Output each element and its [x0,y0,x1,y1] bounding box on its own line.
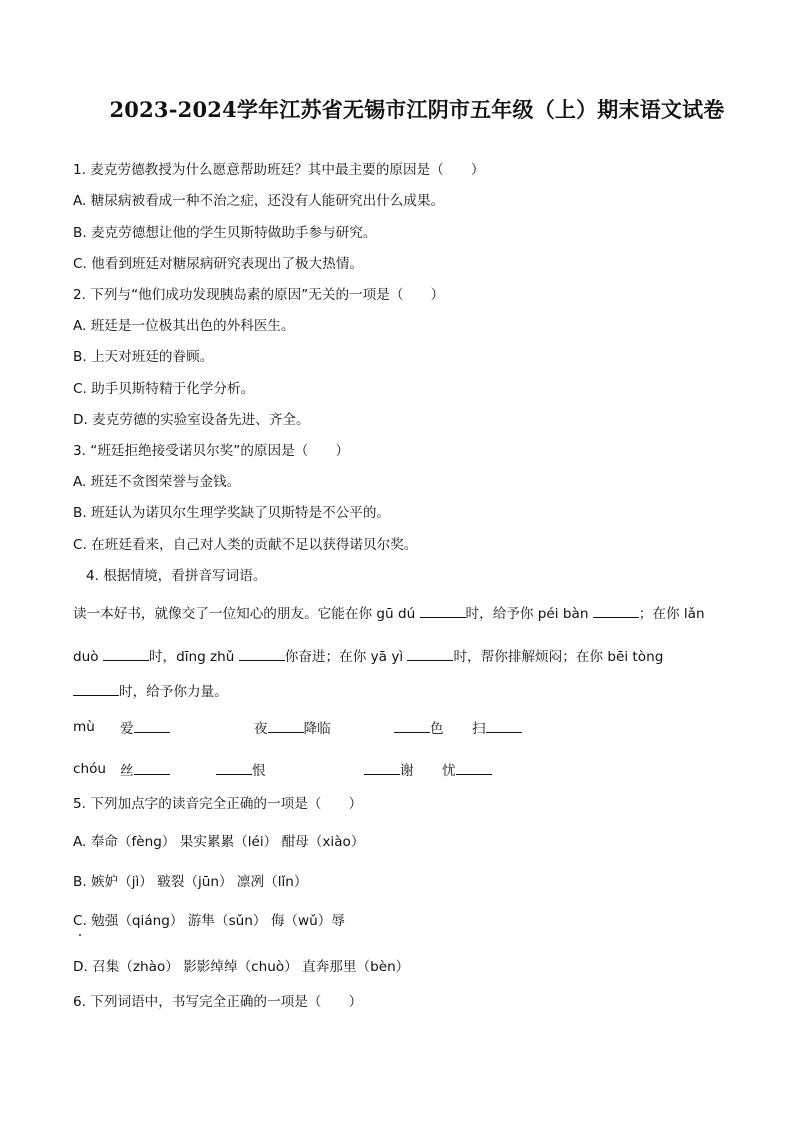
answer-blank[interactable] [239,646,285,661]
answer-blank[interactable] [394,718,430,733]
question-2-option-b: B. 上天对班廷的眷顾。 [73,349,214,365]
word-char: 降临 [303,721,331,737]
q4-text: 读一本好书，就像交了一位知心的朋友。它能在你 gū dú [73,606,420,622]
question-4-stem: 4. 根据情境，看拼音写词语。 [86,568,267,584]
question-3-option-c: C. 在班廷看来，自己对人类的贡献不足以获得诺贝尔奖。 [73,537,418,553]
answer-blank[interactable] [364,760,400,775]
answer-blank[interactable] [73,681,119,696]
word-fill-item [364,760,414,780]
word-fill-item [120,760,170,780]
q4-text: 时，给予你 péi bàn [465,606,593,622]
question-2-option-a: A. 班廷是一位极其出色的外科医生。 [73,318,295,334]
answer-blank[interactable] [593,603,639,618]
q4-text: 你奋进；在你 yā yì [284,649,408,665]
question-2-option-d: D. 麦克劳德的实验室设备先进、齐全。 [73,412,310,428]
answer-blank[interactable] [456,760,492,775]
word-fill-item [216,760,266,780]
q4-text: 时，dīng zhǔ [148,649,239,665]
question-3-option-b: B. 班廷认为诺贝尔生理学奖缺了贝斯特是不公平的。 [73,505,391,521]
word-char: 丝 [120,763,134,779]
answer-blank[interactable] [103,646,149,661]
q4-paragraph-line-3 [73,681,228,701]
question-1-option-a: A. 糖尿病被看成一种不治之症，还没有人能研究出什么成果。 [73,193,445,209]
question-2-option-c: C. 助手贝斯特精于化学分析。 [73,381,255,397]
word-char: 爱 [120,721,134,737]
answer-blank[interactable] [134,760,170,775]
exam-title: 2023-2024学年江苏省无锡市江阴市五年级（上）期末语文试卷 [109,97,725,122]
question-5-option-b: B. 嫉妒（jì） 皲裂（jūn） 凛冽（lǐn） [73,874,308,890]
question-6-stem: 6. 下列词语中，书写完全正确的一项是（ ） [73,994,363,1010]
word-fill-item [394,718,444,738]
pinyin-label: mù [73,719,95,735]
answer-blank[interactable] [420,603,466,618]
question-2-stem: 2. 下列与“他们成功发现胰岛素的原因”无关的一项是（ ） [73,287,445,303]
question-1-option-c: C. 他看到班廷对糖尿病研究表现出了极大热情。 [73,256,364,272]
answer-blank[interactable] [486,718,522,733]
question-3-option-a: A. 班廷不贪图荣誉与金钱。 [73,474,241,490]
question-1-stem: 1. 麦克劳德教授为什么愿意帮助班廷？其中最主要的原因是（ ） [73,162,485,178]
word-char: 色 [430,721,444,737]
word-char: 恨 [252,763,266,779]
word-char: 忧 [442,763,456,779]
answer-blank[interactable] [216,760,252,775]
answer-blank[interactable] [134,718,170,733]
question-5-stem: 5. 下列加点字的读音完全正确的一项是（ ） [73,796,363,812]
word-char: 夜 [254,721,268,737]
question-5-option-d: D. 召集（zhào） 影影绰绰（chuò） 直奔那里（bèn） [73,959,410,975]
q4-text: 时，帮你排解烦闷；在你 bēi tòng [453,649,664,665]
word-fill-item [120,718,170,738]
word-fill-item [254,718,331,738]
q4-text: 时，给予你力量。 [119,684,228,700]
q4-paragraph-line-2 [73,646,663,666]
word-char: 扫 [472,721,486,737]
word-fill-item [442,760,492,780]
word-fill-item [472,718,522,738]
question-5-option-c: C. 勉强（qiáng） 游隼（sǔn） 侮（wǔ）辱 [73,913,345,929]
pinyin-label: chóu [73,761,107,777]
scan-artifact-dot [79,934,81,936]
question-3-stem: 3. “班廷拒绝接受诺贝尔奖”的原因是（ ） [73,443,350,459]
word-char: 谢 [400,763,414,779]
q4-text: ；在你 lǎn [638,606,705,622]
question-5-option-a: A. 奉命（fèng） 果实累累（léi） 酣母（xiào） [73,834,365,850]
answer-blank[interactable] [407,646,453,661]
question-1-option-b: B. 麦克劳德想让他的学生贝斯特做助手参与研究。 [73,225,377,241]
q4-text: duò [73,649,103,665]
answer-blank[interactable] [268,718,304,733]
q4-paragraph-line-1 [73,603,705,623]
